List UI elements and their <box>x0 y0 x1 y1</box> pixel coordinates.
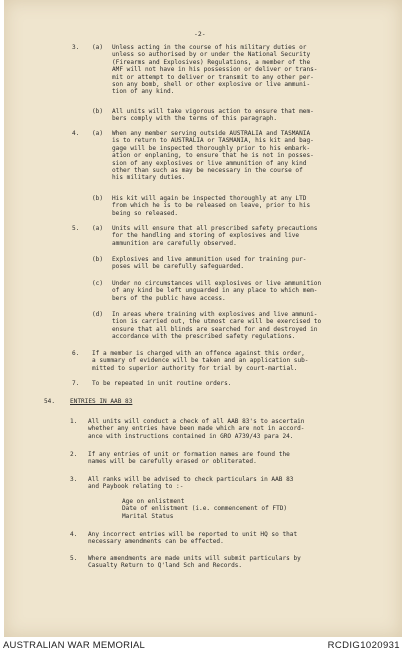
para-5b-text: Explosives and live ammunition used for training pur- poses will be carefully safeguarded. <box>112 256 307 271</box>
s54-item-2-text: If any entries of unit or formation names are found the names will be carefully erased or obliterated. <box>88 451 290 466</box>
para-4-number: 4. <box>72 130 80 137</box>
para-5d-text: In areas where training with explosives and live ammuni- tion is carried out, the utmost care will be exercised to ensure that all blinds are searched for and destroyed in accordance with the prescribed safety regulations. <box>112 311 322 341</box>
para-6-text: If a member is charged with an offence against this order, a summary of evidence will be taken and an application sub- mitted to superior authority for trial by court-martial. <box>92 350 309 372</box>
para-5c-label: (c) <box>92 280 104 287</box>
footer-source: AUSTRALIAN WAR MEMORIAL <box>3 640 146 651</box>
s54-item-4-number: 4. <box>70 531 78 538</box>
para-4b-label: (b) <box>92 195 104 202</box>
s54-item-3-text: All ranks will be advised to check particulars in AAB 83 and Paybook relating to :- <box>88 476 294 491</box>
para-3-number: 3. <box>72 44 80 51</box>
document-page <box>4 0 402 637</box>
para-3a-text: Unless acting in the course of his military duties or unless so authorised by or under the National Security (Firearms and Explosives) Regulations, a member of the AMF will not have in his possession or deliver or trans- mit or attempt to deliver or transmit to any other per- son any bomb, shell or other explosive or live ammuni- tion of any kind. <box>112 44 318 96</box>
para-4b-text: His kit will again be inspected thoroughly at any LTD from which he is to be released on leave, prior to his being so released. <box>112 195 311 217</box>
s54-item-1-number: 1. <box>70 418 78 425</box>
para-3b-text: All units will take vigorous action to ensure that mem- bers comply with the terms of this paragraph. <box>112 108 314 123</box>
para-5a-label: (a) <box>92 225 104 232</box>
footer-record-id: RCDIG1020931 <box>327 640 400 651</box>
s54-item-2-number: 2. <box>70 451 78 458</box>
para-5b-label: (b) <box>92 256 104 263</box>
para-5-number: 5. <box>72 225 80 232</box>
para-5a-text: Units will ensure that all prescribed safety precautions for the handling and storing of explosives and live ammunition are carefully observed. <box>112 225 318 247</box>
s54-item-3-number: 3. <box>70 476 78 483</box>
para-5c-text: Under no circumstances will explosives or live ammunition of any kind be left unguarded in any place to which mem- bers of the public have access. <box>112 280 322 302</box>
page-number: -2- <box>194 30 206 38</box>
section-54-number: 54. <box>44 398 56 405</box>
s54-item-5-text: Where amendments are made units will submit particulars by Casualty Return to Q'land Sch and Records. <box>88 555 301 570</box>
section-54-heading: ENTRIES IN AAB 83 <box>70 398 133 405</box>
s54-item-4-text: Any incorrect entries will be reported to unit HQ so that necessary amendments can be effected. <box>88 531 298 546</box>
s54-item-1-text: All units will conduct a check of all AAB 83's to ascertain whether any entries have been made which are not in accord- ance with instructions contained in GRO A739/43 para 24. <box>88 418 305 440</box>
para-3a-label: (a) <box>92 44 104 51</box>
para-6-number: 6. <box>72 350 80 357</box>
s54-item-5-number: 5. <box>70 555 78 562</box>
para-4a-label: (a) <box>92 130 104 137</box>
s54-item-3-sublist: Age on enlistment Date of enlistment (i.e. commencement of FTD) Marital Status <box>122 498 288 520</box>
para-7-number: 7. <box>72 380 80 387</box>
archive-footer <box>0 637 404 654</box>
para-4a-text: When any member serving outside AUSTRALIA and TASMANIA is to return to AUSTRALIA or TASMANIA, his kit and bag- gage will be inspected thoroughly prior to his embark- ation or enplaning, to ensure that he is not in posses- sion of any explosives or live ammunition of any kind other than such as may be necessary in the course of his military duties. <box>112 130 314 182</box>
para-3b-label: (b) <box>92 108 104 115</box>
para-5d-label: (d) <box>92 311 104 318</box>
para-7-text: To be repeated in unit routine orders. <box>92 380 232 387</box>
